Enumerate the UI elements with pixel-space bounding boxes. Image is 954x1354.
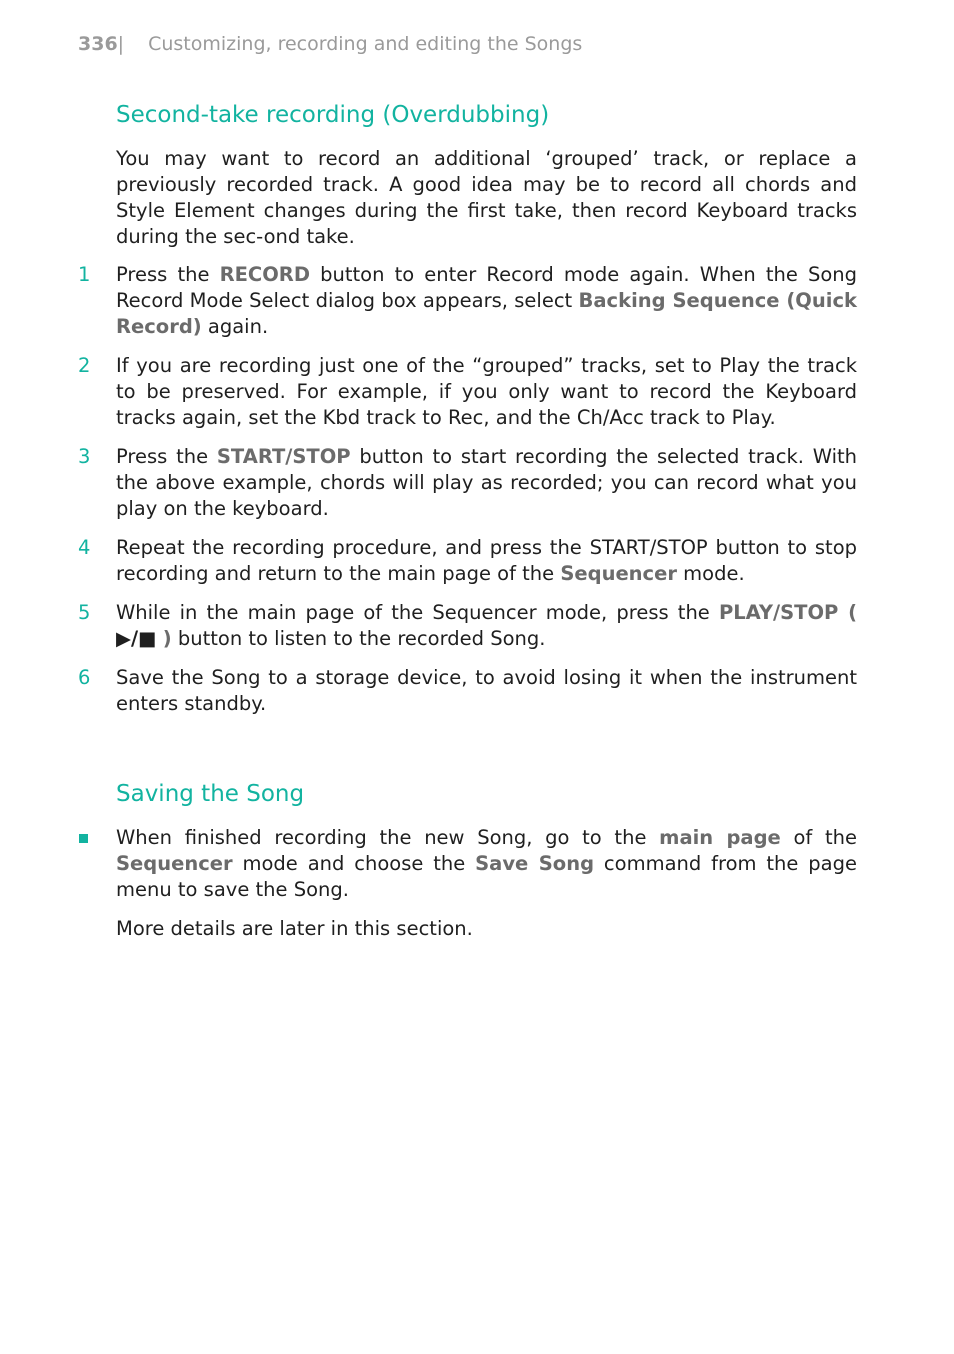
main-page-term: main page	[659, 826, 781, 849]
start-stop-term: START/STOP	[216, 445, 351, 468]
step-text-part: While in the main page of the Sequencer mode, press the	[116, 601, 719, 624]
step-text-part: Press the	[116, 263, 220, 286]
step-item	[78, 353, 857, 431]
step-list	[78, 262, 857, 717]
bullet-text	[116, 825, 857, 903]
step-text: If you are recording just one of the “grouped” tracks, set to Play the track to be preserved. For example, if you only want to record the Keyboard tracks again, set the Kbd track to Rec, and the Ch/Acc track to Play.	[116, 354, 857, 429]
step-text	[116, 535, 857, 587]
more-details-text: More details are later in this section.	[116, 917, 473, 940]
step-item	[78, 444, 857, 522]
save-song-term: Save Song	[475, 852, 595, 875]
step-text-part: button to enter Record mode again. When the Song Record Mode Select dialog box appears, select	[116, 263, 857, 312]
step-text: Save the Song to a storage device, to avoid losing it when the instrument enters standby.	[116, 666, 857, 715]
bullet-text-part: command from the page menu to save the Song.	[116, 852, 857, 901]
step-text-part: button to start recording the selected track. With the above example, chords will play as recorded; you can record what you play on the keyboard.	[116, 445, 857, 520]
section-title-saving: Saving the Song	[116, 781, 305, 807]
step-text	[116, 444, 857, 522]
play-stop-icon: ▶/■	[116, 627, 157, 650]
step-item	[78, 600, 857, 652]
step-number: 3	[78, 445, 91, 468]
backing-sequence-term: Backing Sequence (Quick Record)	[116, 289, 857, 338]
step-number: 1	[78, 263, 91, 286]
step-number: 5	[78, 601, 91, 624]
bullet-item	[116, 825, 857, 903]
chapter-title: Customizing, recording and editing the Songs	[148, 33, 583, 55]
intro-paragraph: You may want to record an additional ‘grouped’ track, or replace a previously recorded track. A good idea may be to record all chords and Style Element changes during the first take, then record Keyboard tracks during the sec-ond take.	[116, 147, 857, 248]
step-number: 4	[78, 536, 91, 559]
play-stop-term: PLAY/STOP (	[718, 601, 857, 624]
saving-section	[116, 777, 857, 942]
step-text-part: again.	[201, 315, 269, 338]
step-text	[116, 262, 857, 340]
header-separator: |	[117, 33, 125, 55]
page-header	[78, 33, 582, 55]
step-number: 2	[78, 354, 91, 377]
section-title-overdubbing: Second-take recording (Overdubbing)	[116, 102, 550, 128]
step-item	[78, 665, 857, 717]
step-text-part: button to listen to the recorded Song.	[171, 627, 546, 650]
bullet-text-part: When finished recording the new Song, go to the	[116, 826, 660, 849]
step-text	[116, 600, 857, 652]
play-stop-term-close: )	[162, 627, 172, 650]
step-text-part: Repeat the recording procedure, and press the START/STOP button to stop recording and return to the main page of the	[116, 536, 857, 585]
step-number: 6	[78, 666, 91, 689]
step-item	[78, 262, 857, 340]
page-number: 336	[78, 33, 118, 55]
step-text-part: mode.	[676, 562, 745, 585]
bullet-text-part: mode and choose the	[232, 852, 476, 875]
bullet-text-part: of the	[780, 826, 857, 849]
step-text-part: Press the	[116, 445, 217, 468]
page-content	[78, 98, 857, 942]
step-item	[78, 535, 857, 587]
sequencer-term: Sequencer	[116, 852, 233, 875]
square-bullet-icon	[79, 834, 88, 843]
sequencer-term: Sequencer	[560, 562, 677, 585]
record-button-term: RECORD	[219, 263, 311, 286]
